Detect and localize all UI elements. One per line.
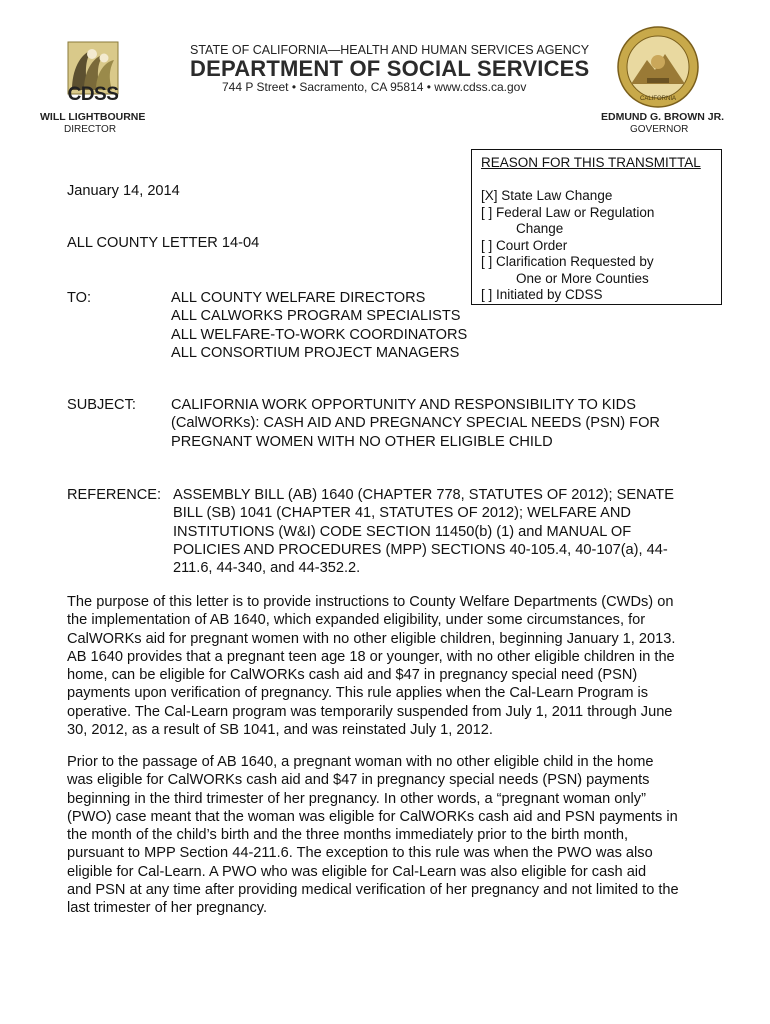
reference-line: POLICIES AND PROCEDURES (MPP) SECTIONS 40-105.4, 40-107(a), 44- (173, 541, 668, 558)
department-address: 744 P Street • Sacramento, CA 95814 • www.cdss.ca.gov (222, 80, 527, 94)
reason-box-title: REASON FOR THIS TRANSMITTAL (481, 155, 701, 170)
subject-label: SUBJECT: (67, 397, 136, 413)
reason-item: [ ] Federal Law or Regulation (481, 204, 655, 220)
recipient-list (171, 289, 467, 362)
reference-text (173, 486, 713, 577)
to-label: TO: (67, 290, 92, 306)
paragraph-prior (67, 753, 711, 918)
governor-name: EDMUND G. BROWN JR. (601, 111, 725, 123)
department-name: DEPARTMENT OF SOCIAL SERVICES (190, 56, 590, 81)
paragraph-line: payments upon verification of pregnancy. This rule applies when the Cal-Learn Program is (67, 685, 649, 702)
paragraph-line: (PWO) case meant that the woman was eligible for CalWORKs cash aid and PSN payments in (67, 808, 678, 825)
paragraph-line: CalWORKs aid for pregnant women with no other eligible children, beginning January 1, 2013. (67, 630, 676, 647)
cdss-logo-text: CDSS (67, 84, 119, 105)
reference-label: REFERENCE: (67, 487, 162, 503)
paragraph-line: AB 1640 provides that a pregnant teen age 18 or younger, with no other eligible children in the (67, 648, 675, 665)
reason-item: [ ] Initiated by CDSS (481, 287, 603, 302)
letter-date: January 14, 2014 (67, 183, 180, 199)
paragraph-line: pursuant to MPP Section 44-211.6. The exception to this rule was when the PWO was also (67, 845, 653, 862)
reason-item: Change (516, 221, 564, 236)
paragraph-line: and PSN at any time after providing medical verification of her pregnancy and not limited to the (67, 882, 679, 899)
svg-text:CALIFORNIA: CALIFORNIA (639, 96, 677, 102)
recipient-line: ALL COUNTY WELFARE DIRECTORS (171, 290, 426, 306)
letter-number: ALL COUNTY LETTER 14-04 (67, 235, 260, 251)
recipient-line: ALL CONSORTIUM PROJECT MANAGERS (171, 344, 460, 361)
paragraph-line: the implementation of AB 1640, which expanded eligibility, under some circumstances, for (67, 612, 646, 629)
recipient-line: ALL CALWORKS PROGRAM SPECIALISTS (171, 308, 461, 325)
reference-line: ASSEMBLY BILL (AB) 1640 (CHAPTER 778, STATUTES OF 2012); SENATE (173, 487, 674, 503)
paragraph-line: the month of the child’s birth and the three months immediately prior to the birth month, (67, 827, 629, 844)
director-title: DIRECTOR (64, 124, 117, 135)
reason-item: One or More Counties (516, 270, 649, 286)
reason-item: [X] State Law Change (481, 188, 613, 203)
paragraph-line: home, can be eligible for CalWORKs cash aid and $47 in pregnancy special need (PSN) (67, 667, 638, 684)
agency-name: STATE OF CALIFORNIA—HEALTH AND HUMAN SERVICES AGENCY (190, 43, 590, 57)
paragraph-line: The purpose of this letter is to provide instructions to County Welfare Departments (CWDs) on (67, 594, 674, 610)
reference-line: INSTITUTIONS (W&I) CODE SECTION 11450(b) (1) and MANUAL OF (173, 523, 632, 540)
director-name: WILL LIGHTBOURNE (40, 111, 146, 123)
paragraph-line: beginning in the third trimester of her pregnancy. In other words, a “pregnant woman only” (67, 790, 646, 807)
subject-line: PREGNANT WOMEN WITH NO OTHER ELIGIBLE CHILD (171, 433, 553, 450)
subject-line: (CalWORKs): CASH AID AND PREGNANCY SPECIAL NEEDS (PSN) FOR (171, 415, 660, 432)
paragraph-line: Prior to the passage of AB 1640, a pregnant woman with no other eligible child in the home (67, 754, 654, 770)
reference-line: 211.6, 44-340, and 44-352.2. (173, 560, 361, 577)
reference-line: BILL (SB) 1041 (CHAPTER 41, STATUTES OF 2012); WELFARE AND (173, 505, 631, 522)
paragraph-purpose (67, 593, 711, 739)
subject-text (171, 396, 711, 451)
reason-item: [ ] Court Order (481, 237, 568, 253)
state-seal-icon (617, 26, 699, 108)
subject-line: CALIFORNIA WORK OPPORTUNITY AND RESPONSIBILITY TO KIDS (171, 397, 636, 413)
reason-item: [ ] Clarification Requested by (481, 254, 654, 269)
paragraph-line: 30, 2012, as a result of SB 1041, and was reinstated July 1, 2012. (67, 722, 493, 739)
paragraph-line: last trimester of her pregnancy. (67, 900, 268, 917)
paragraph-line: operative. The Cal-Learn program was temporarily suspended from July 1, 2011 through June (67, 703, 673, 720)
recipient-line: ALL WELFARE-TO-WORK COORDINATORS (171, 326, 468, 343)
paragraph-line: was eligible for CalWORKs cash aid and $47 in pregnancy special needs (PSN) payments (67, 772, 650, 789)
reason-list (481, 188, 713, 304)
governor-title: GOVERNOR (630, 124, 689, 135)
paragraph-line: eligible for Cal-Learn. A PWO who was eligible for Cal-Learn was also eligible for cash aid (67, 863, 647, 880)
